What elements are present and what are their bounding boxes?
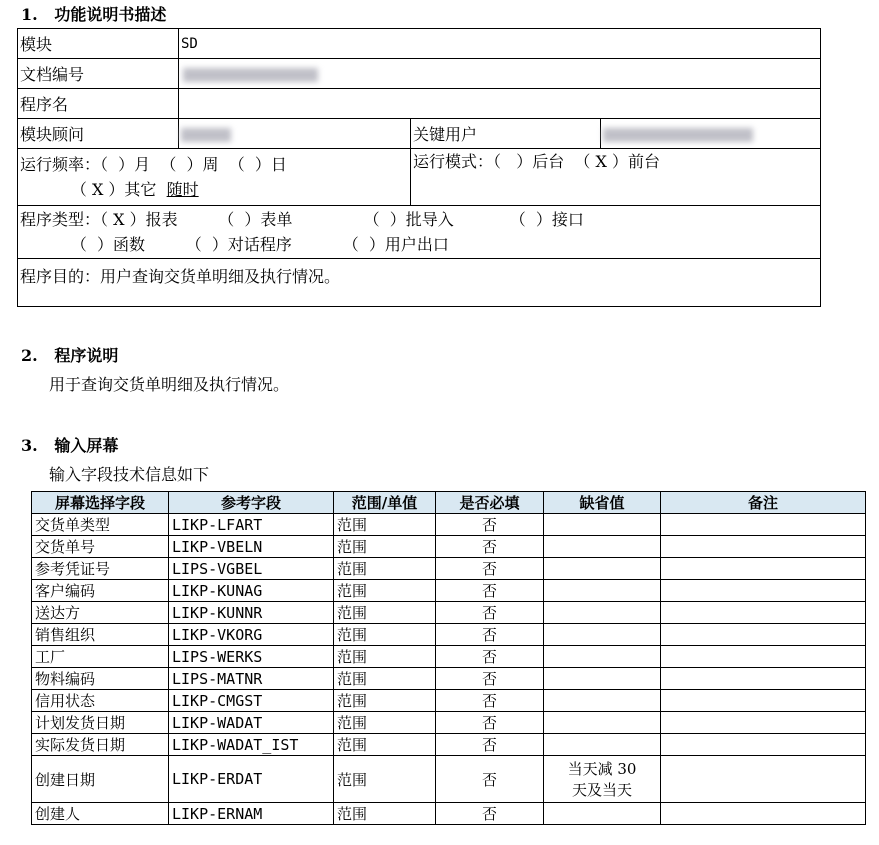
program-label: 程序名 xyxy=(18,89,179,119)
table-row xyxy=(32,602,866,624)
range-cell: 范围 xyxy=(334,536,436,558)
range-cell: 范围 xyxy=(334,668,436,690)
function-spec-table xyxy=(17,28,821,307)
range-cell: 范围 xyxy=(334,734,436,756)
reference-field-cell: LIPS-WERKS xyxy=(169,646,334,668)
reference-field-cell: LIKP-WADAT xyxy=(169,712,334,734)
range-cell: 范围 xyxy=(334,646,436,668)
screen-field-cell: 信用状态 xyxy=(32,690,169,712)
section2-text: 用于查询交货单明细及执行情况。 xyxy=(49,375,290,394)
range-cell: 范围 xyxy=(334,803,436,825)
required-cell: 否 xyxy=(436,646,544,668)
mode-text: 运行模式：（ ）后台 （ X ）前台 xyxy=(413,152,660,171)
table-row xyxy=(32,734,866,756)
table-row xyxy=(32,690,866,712)
header-remark: 备注 xyxy=(661,492,866,514)
frequency-line-2 xyxy=(20,177,408,202)
default-cell xyxy=(544,602,661,624)
range-cell: 范围 xyxy=(334,624,436,646)
required-cell: 否 xyxy=(436,624,544,646)
range-cell: 范围 xyxy=(334,580,436,602)
remark-cell xyxy=(661,756,866,803)
range-cell: 范围 xyxy=(334,712,436,734)
required-cell: 否 xyxy=(436,558,544,580)
section3-heading: 3. 输入屏幕 xyxy=(21,436,119,455)
screen-field-cell: 物料编码 xyxy=(32,668,169,690)
default-cell xyxy=(544,690,661,712)
redacted-consultant xyxy=(181,128,231,142)
table-row xyxy=(32,712,866,734)
redacted-keyuser xyxy=(603,128,753,142)
range-cell: 范围 xyxy=(334,558,436,580)
required-cell: 否 xyxy=(436,803,544,825)
keyuser-value xyxy=(601,119,821,149)
screen-field-cell: 客户编码 xyxy=(32,580,169,602)
input-table-header xyxy=(32,492,866,514)
table-row xyxy=(32,514,866,536)
required-cell: 否 xyxy=(436,734,544,756)
screen-field-cell: 创建人 xyxy=(32,803,169,825)
remark-cell xyxy=(661,803,866,825)
section1-heading: 1. 功能说明书描述 xyxy=(21,5,167,24)
reference-field-cell: LIKP-KUNAG xyxy=(169,580,334,602)
table-row xyxy=(32,803,866,825)
program-purpose: 程序目的：用户查询交货单明细及执行情况。 xyxy=(18,259,821,307)
default-cell xyxy=(544,514,661,536)
input-fields-table xyxy=(31,491,866,825)
remark-cell xyxy=(661,646,866,668)
remark-cell xyxy=(661,668,866,690)
required-cell: 否 xyxy=(436,690,544,712)
program-type-cell xyxy=(18,206,821,259)
remark-cell xyxy=(661,602,866,624)
required-cell: 否 xyxy=(436,712,544,734)
reference-field-cell: LIKP-KUNNR xyxy=(169,602,334,624)
default-cell xyxy=(544,712,661,734)
header-default: 缺省值 xyxy=(544,492,661,514)
table-row xyxy=(32,536,866,558)
frequency-other-prefix: （ X ）其它 xyxy=(20,180,167,199)
consultant-label: 模块顾问 xyxy=(18,119,179,149)
redacted-docno xyxy=(183,68,318,82)
required-cell: 否 xyxy=(436,536,544,558)
remark-cell xyxy=(661,690,866,712)
range-cell: 范围 xyxy=(334,514,436,536)
default-cell xyxy=(544,803,661,825)
default-cell xyxy=(544,624,661,646)
header-range: 范围/单值 xyxy=(334,492,436,514)
reference-field-cell: LIKP-CMGST xyxy=(169,690,334,712)
default-cell xyxy=(544,558,661,580)
default-cell: 当天减 30 天及当天 xyxy=(544,756,661,803)
reference-field-cell: LIKP-VBELN xyxy=(169,536,334,558)
module-value: SD xyxy=(179,29,821,59)
remark-cell xyxy=(661,536,866,558)
program-value xyxy=(179,89,821,119)
keyuser-label: 关键用户 xyxy=(411,119,601,149)
program-type-line-2: （ ）函数 （ ）对话程序 （ ）用户出口 xyxy=(20,235,449,254)
default-cell xyxy=(544,536,661,558)
reference-field-cell: LIKP-VKORG xyxy=(169,624,334,646)
required-cell: 否 xyxy=(436,602,544,624)
required-cell: 否 xyxy=(436,514,544,536)
mode-cell xyxy=(411,149,821,206)
remark-cell xyxy=(661,514,866,536)
required-cell: 否 xyxy=(436,756,544,803)
screen-field-cell: 交货单类型 xyxy=(32,514,169,536)
consultant-value xyxy=(179,119,411,149)
range-cell: 范围 xyxy=(334,756,436,803)
required-cell: 否 xyxy=(436,668,544,690)
remark-cell xyxy=(661,558,866,580)
table-row xyxy=(32,558,866,580)
default-cell xyxy=(544,668,661,690)
reference-field-cell: LIKP-WADAT_IST xyxy=(169,734,334,756)
table-row xyxy=(32,756,866,803)
remark-cell xyxy=(661,580,866,602)
screen-field-cell: 创建日期 xyxy=(32,756,169,803)
header-screen-field: 屏幕选择字段 xyxy=(32,492,169,514)
reference-field-cell: LIKP-ERDAT xyxy=(169,756,334,803)
frequency-other-value: 随时 xyxy=(166,180,199,199)
default-cell xyxy=(544,580,661,602)
screen-field-cell: 送达方 xyxy=(32,602,169,624)
section3-intro: 输入字段技术信息如下 xyxy=(49,465,210,484)
range-cell: 范围 xyxy=(334,602,436,624)
default-cell xyxy=(544,734,661,756)
program-type-line-1: 程序类型：（ X ）报表 （ ）表单 （ ）批导入 （ ）接口 xyxy=(20,210,584,229)
section2-heading: 2. 程序说明 xyxy=(21,346,119,365)
header-required: 是否必填 xyxy=(436,492,544,514)
screen-field-cell: 计划发货日期 xyxy=(32,712,169,734)
table-row xyxy=(32,624,866,646)
reference-field-cell: LIPS-VGBEL xyxy=(169,558,334,580)
range-cell: 范围 xyxy=(334,690,436,712)
screen-field-cell: 交货单号 xyxy=(32,536,169,558)
reference-field-cell: LIKP-LFART xyxy=(169,514,334,536)
docno-label: 文档编号 xyxy=(18,59,179,89)
default-cell xyxy=(544,646,661,668)
screen-field-cell: 销售组织 xyxy=(32,624,169,646)
screen-field-cell: 参考凭证号 xyxy=(32,558,169,580)
remark-cell xyxy=(661,734,866,756)
reference-field-cell: LIKP-ERNAM xyxy=(169,803,334,825)
screen-field-cell: 工厂 xyxy=(32,646,169,668)
required-cell: 否 xyxy=(436,580,544,602)
remark-cell xyxy=(661,624,866,646)
remark-cell xyxy=(661,712,866,734)
screen-field-cell: 实际发货日期 xyxy=(32,734,169,756)
table-row xyxy=(32,646,866,668)
docno-value xyxy=(179,59,821,89)
reference-field-cell: LIPS-MATNR xyxy=(169,668,334,690)
header-reference-field: 参考字段 xyxy=(169,492,334,514)
module-label: 模块 xyxy=(18,29,179,59)
frequency-line-1: 运行频率：（ ）月 （ ）周 （ ）日 xyxy=(20,155,287,174)
table-row xyxy=(32,580,866,602)
frequency-cell xyxy=(18,149,411,206)
table-row xyxy=(32,668,866,690)
